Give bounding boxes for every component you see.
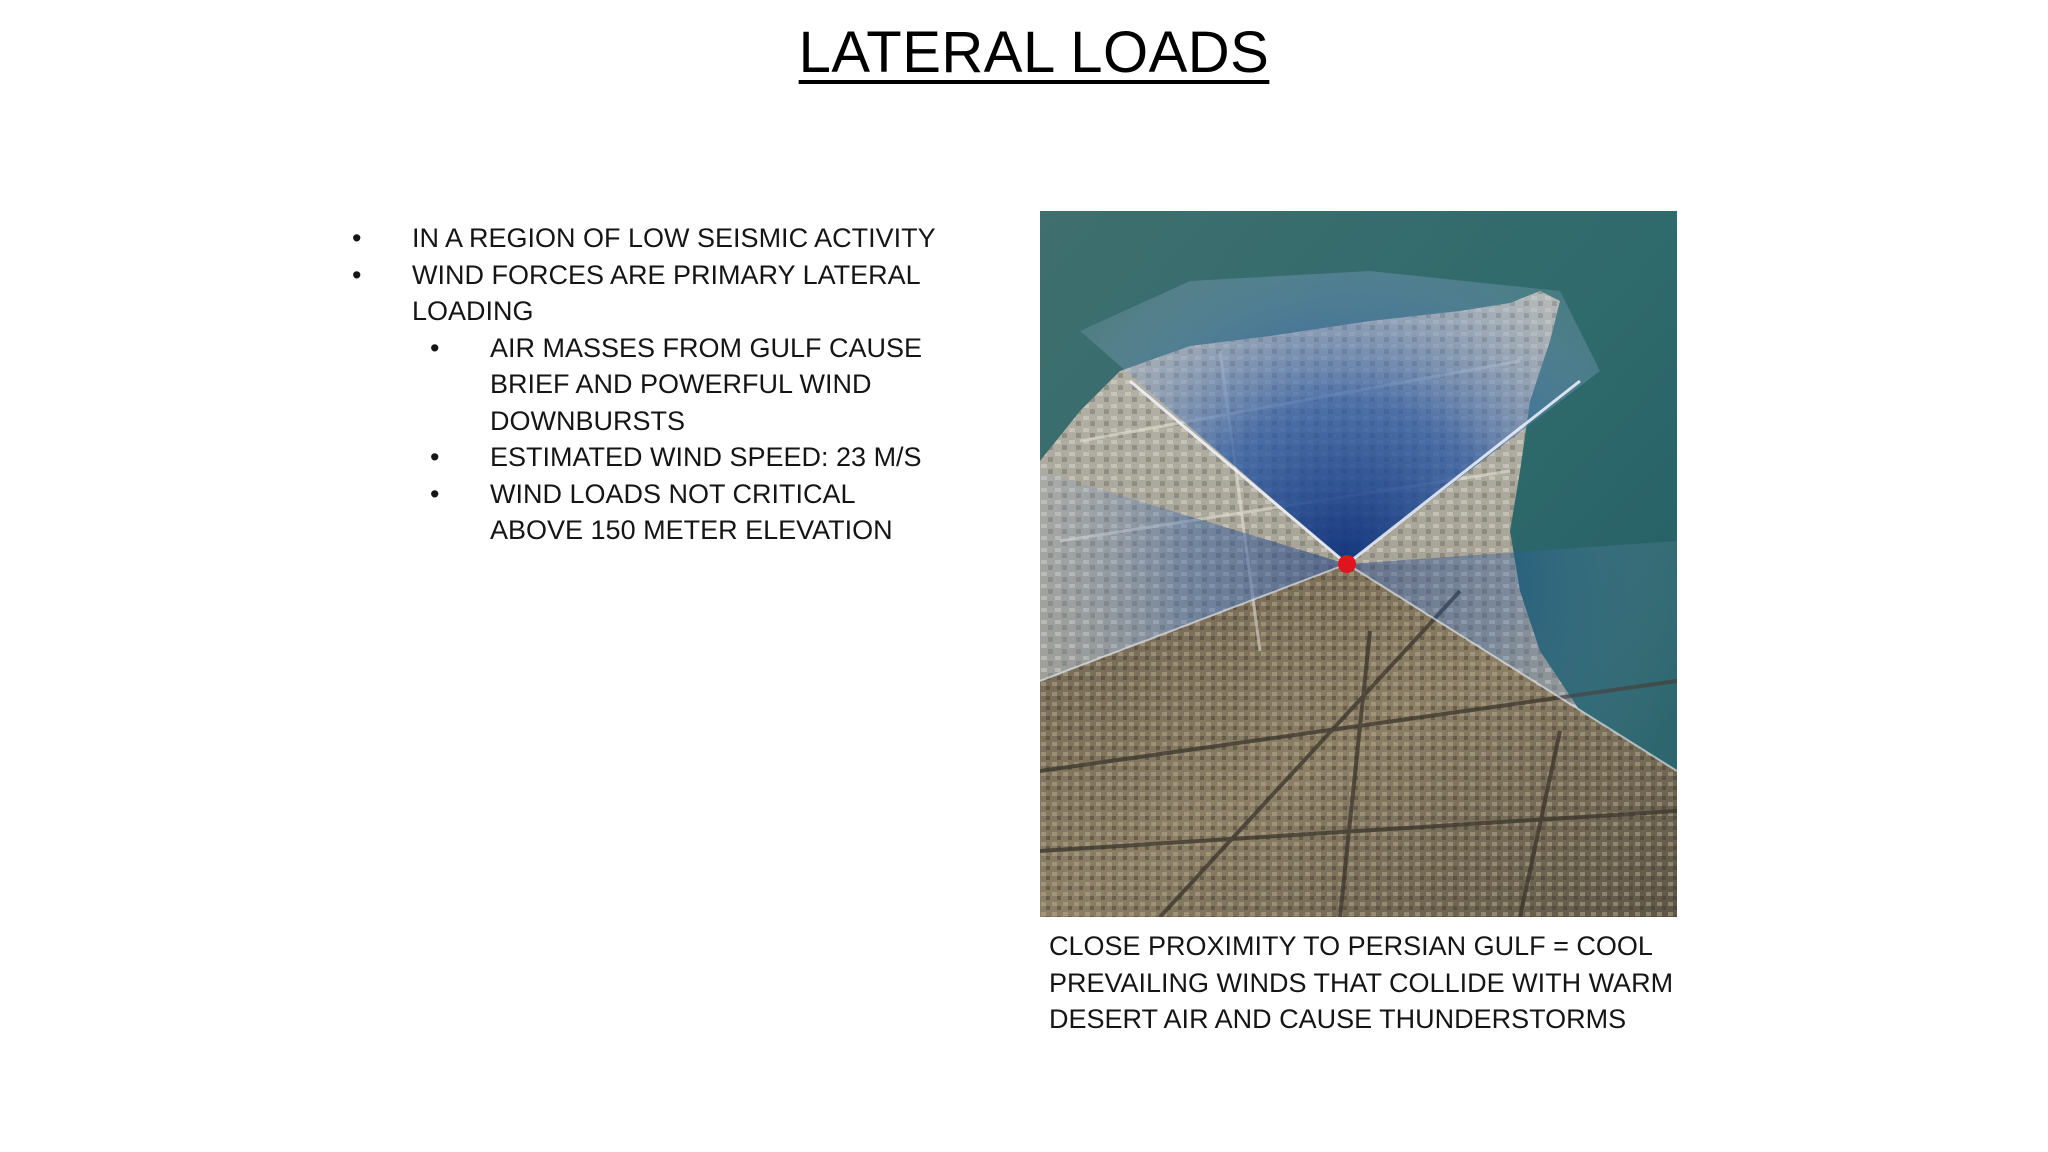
bullet-text: WIND LOADS NOT CRITICAL ABOVE 150 METER ELEVATION [490, 478, 893, 545]
sub-bullet-item [418, 476, 940, 549]
aerial-map-icon [1040, 211, 1677, 917]
bullet-dot-icon: • [352, 259, 362, 290]
bullet-text: AIR MASSES FROM GULF CAUSE BRIEF AND POWERFUL WIND DOWNBURSTS [490, 332, 923, 436]
site-marker-icon [1338, 555, 1356, 573]
slide-title: LATERAL LOADS [798, 20, 1270, 85]
bullet-dot-icon: • [430, 442, 440, 472]
bullet-item [340, 220, 940, 257]
map-caption: CLOSE PROXIMITY TO PERSIAN GULF = COOL PREVAILING WINDS THAT COLLIDE WITH WARM DESERT AIR AND CAUSE THUNDERSTORMS [1049, 931, 1674, 1034]
bullet-dot-icon: • [430, 478, 440, 509]
bullet-text: IN A REGION OF LOW SEISMIC ACTIVITY [412, 223, 936, 253]
bullet-item [340, 257, 940, 330]
bullet-text: ESTIMATED WIND SPEED: 23 M/S [490, 442, 922, 472]
bullet-dot-icon: • [352, 223, 362, 253]
bullet-dot-icon: • [430, 332, 440, 363]
aerial-map-image [1040, 211, 1677, 917]
bullet-list [340, 220, 940, 549]
sub-bullet-item [418, 330, 940, 440]
bullet-text: WIND FORCES ARE PRIMARY LATERAL LOADING [412, 259, 920, 326]
sub-bullet-item [418, 439, 940, 476]
